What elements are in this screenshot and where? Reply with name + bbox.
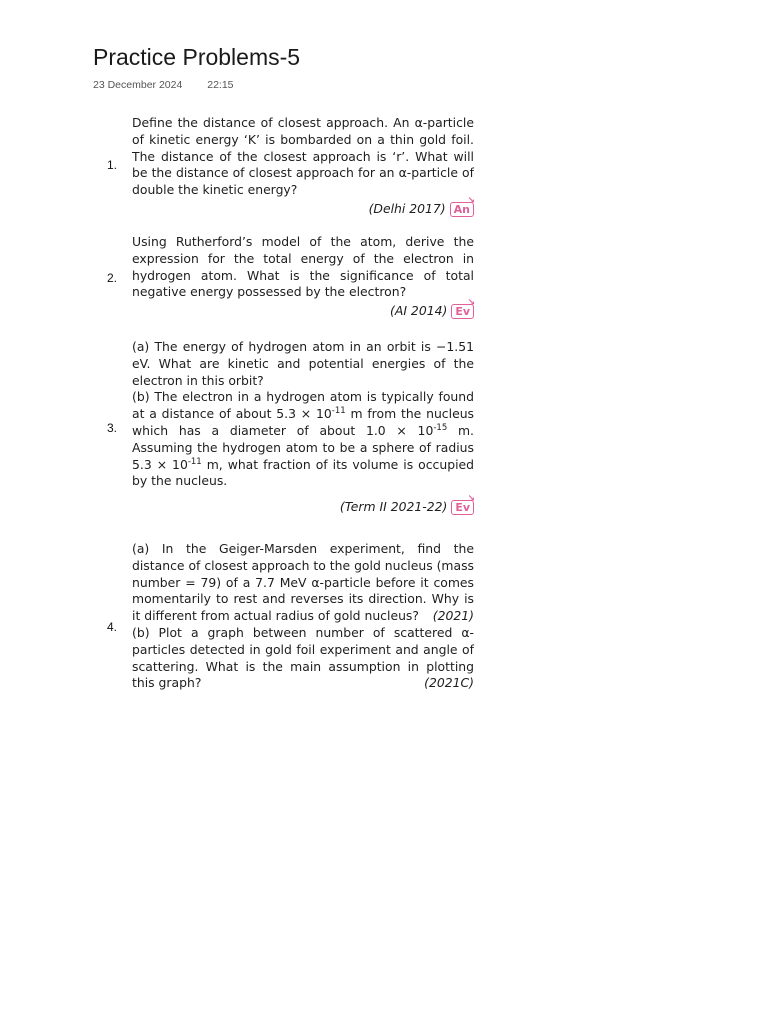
- arrow-icon: ↘: [467, 494, 475, 505]
- problem-number: 4.: [107, 620, 118, 634]
- exam-reference: (AI 2014): [390, 303, 448, 319]
- part-b-text: (b) Plot a graph between number of scattered α-particles detected in gold foil experiment and angle of scattering. What is the main assumption in plotting this graph? (2021C): [132, 624, 474, 691]
- arrow-icon: ↘: [467, 298, 475, 309]
- problem-text: [132, 541, 474, 692]
- problem-text: [132, 234, 474, 320]
- exam-reference: (Term II 2021-22): [339, 499, 448, 515]
- tag-label: Ev: [455, 501, 470, 515]
- part-a-text: (a) The energy of hydrogen atom in an orbit is −1.51 eV. What are kinetic and potential energies of the electron in this orbit?: [132, 339, 474, 388]
- note-time: 22:15: [207, 79, 234, 91]
- difficulty-tag: [451, 494, 475, 515]
- difficulty-tag: [451, 298, 475, 319]
- exam-reference: (Delhi 2017): [368, 200, 446, 216]
- question-text: Using Rutherford’s model of the atom, derive the expression for the total energy of the electron in hydrogen atom. What is the significance of total negative energy possessed by the electron?: [132, 234, 474, 300]
- source-reference: [132, 494, 475, 516]
- tag-label: Ev: [455, 305, 470, 319]
- note-date: 23 December 2024: [93, 79, 183, 91]
- arrow-icon: ↘: [467, 195, 475, 206]
- problem-text: [132, 115, 474, 218]
- question-text: Define the distance of closest approach. An α-particle of kinetic energy ‘K’ is bombarded on a thin gold foil. The distance of the closest approach is ‘r’. What will be the distance of closest approach for an α-particle of double the kinetic energy?: [132, 115, 474, 198]
- page-title: Practice Problems-5: [93, 44, 301, 70]
- tag-label: An: [453, 202, 470, 216]
- source-reference: [132, 195, 475, 218]
- source-reference: [132, 298, 475, 320]
- problem-number: 1.: [107, 158, 118, 172]
- part-b-text: (b) The electron in a hydrogen atom is typically found at a distance of about $5.3 \times 10^{-11}$ m from the nucleus which has a diameter of about $1.0 \times 10^{-15}$ m. Assuming the hydrogen atom to be a sphere of radius $5.3 \times 10^{-11}$ m, what fraction of its volume is occupied by the nucleus.: [132, 389, 474, 489]
- problem-number: 2.: [107, 271, 118, 285]
- problem-number: 3.: [107, 421, 118, 435]
- year-reference: (2021C): [424, 675, 474, 691]
- year-reference: (2021): [432, 608, 474, 624]
- note-meta: [93, 79, 256, 91]
- problem-text: [132, 339, 474, 516]
- difficulty-tag: [450, 195, 475, 217]
- part-a-text: (a) In the Geiger-Marsden experiment, find the distance of closest approach to the gold nucleus (mass number = 79) of a 7.7 MeV α-particle before it comes momentarily to rest and reverses its direction. Why is it different from actual radius of gold nucleus? (2021): [132, 541, 474, 624]
